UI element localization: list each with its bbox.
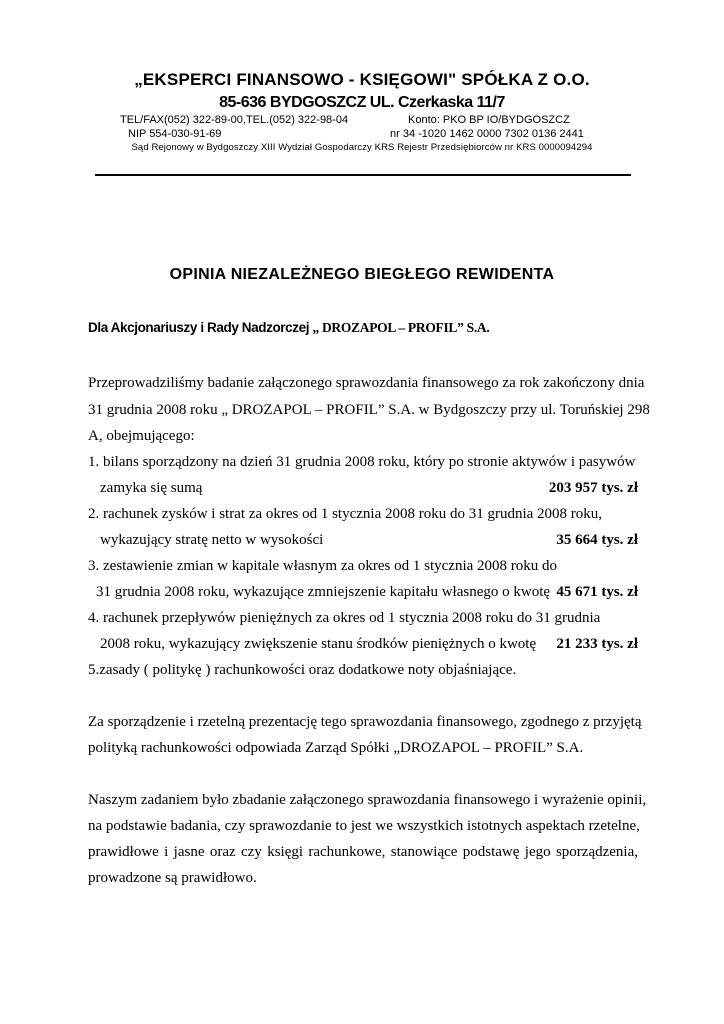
item-1-line-1: 1. bilans sporządzony na dzień 31 grudnia 2008 roku, który po stronie aktywów i pasywów <box>88 454 636 470</box>
identifiers-row <box>0 127 724 141</box>
item-3-line-2: 31 grudnia 2008 roku, wykazujące zmniejszenie kapitału własnego o kwotę <box>96 584 551 600</box>
letterhead <box>0 70 724 154</box>
item-4-line-2: 2008 roku, wykazujący zwiększenie stanu środków pieniężnych o kwotę <box>100 636 537 652</box>
bank-account-number: nr 34 -1020 1462 0000 7302 0136 2441 <box>390 128 584 140</box>
addressee <box>88 320 489 336</box>
company-name: „EKSPERCI FINANSOWO - KSIĘGOWI" SPÓŁKA Z O.O. <box>134 70 590 89</box>
nip-number: NIP 554-030-91-69 <box>128 128 222 140</box>
addressee-company: „ DROZAPOL – PROFIL” S.A. <box>312 320 490 335</box>
item-2-amount: 35 664 tys. zł <box>556 532 638 548</box>
intro-line-1: Przeprowadziliśmy badanie załączonego sprawozdania finansowego za rok zakończony dnia <box>88 375 645 391</box>
intro-line-2: 31 grudnia 2008 roku „ DROZAPOL – PROFIL” S.A. w Bydgoszczy przy ul. Toruńskiej 298 <box>88 402 650 418</box>
responsibility-line-2: polityką rachunkowości odpowiada Zarząd Spółki „DROZAPOL – PROFIL” S.A. <box>88 740 584 756</box>
item-4-amount: 21 233 tys. zł <box>556 636 638 652</box>
addressee-prefix: Dla Akcjonariuszy i Rady Nadzorczej <box>88 320 313 335</box>
intro-line-3: A, obejmującego: <box>88 428 195 444</box>
company-address: 85-636 BYDGOSZCZ UL. Czerkaska 11/7 <box>219 94 505 111</box>
task-line-1: Naszym zadaniem było zbadanie załączonego sprawozdania finansowego i wyrażenie opinii, <box>88 792 647 808</box>
task-line-3: prawidłowe i jasne oraz czy księgi rachunkowe, stanowiące podstawę jego sporządzenia, <box>88 844 638 860</box>
item-2-line-1: 2. rachunek zysków i strat za okres od 1 stycznia 2008 roku do 31 grudnia 2008 roku, <box>88 506 603 522</box>
document-title: OPINIA NIEZALEŻNEGO BIEGŁEGO REWIDENTA <box>169 266 555 283</box>
task-line-4: prowadzone są prawidłowo. <box>88 870 257 886</box>
item-4-line-1: 4. rachunek przepływów pieniężnych za okres od 1 stycznia 2008 roku do 31 grudnia <box>88 610 601 626</box>
item-1-amount: 203 957 tys. zł <box>548 480 638 496</box>
court-registry: Sąd Rejonowy w Bydgoszczy XIII Wydział Gospodarczy KRS Rejestr Przedsiębiorców nr KRS 0000094294 <box>131 142 593 153</box>
item-2-line-2: wykazujący stratę netto w wysokości <box>100 532 324 548</box>
contact-row <box>0 113 724 127</box>
item-5: 5.zasady ( politykę ) rachunkowości oraz dodatkowe noty objaśniające. <box>88 662 517 678</box>
item-3-line-1: 3. zestawienie zmian w kapitale własnym za okres od 1 stycznia 2008 roku do <box>88 558 558 574</box>
item-1-line-2: zamyka się sumą <box>100 480 203 496</box>
bank-name: Konto: PKO BP IO/BYDGOSZCZ <box>408 114 570 126</box>
phone-fax: TEL/FAX(052) 322-89-00,TEL.(052) 322-98-04 <box>120 114 349 126</box>
item-3-amount: 45 671 tys. zł <box>556 584 638 600</box>
task-line-2: na podstawie badania, czy sprawozdanie to jest we wszystkich istotnych aspektach rzetelne, <box>88 818 640 834</box>
responsibility-line-1: Za sporządzenie i rzetelną prezentację tego sprawozdania finansowego, zgodnego z przyjętą <box>88 714 642 730</box>
letterhead-divider <box>95 174 631 176</box>
